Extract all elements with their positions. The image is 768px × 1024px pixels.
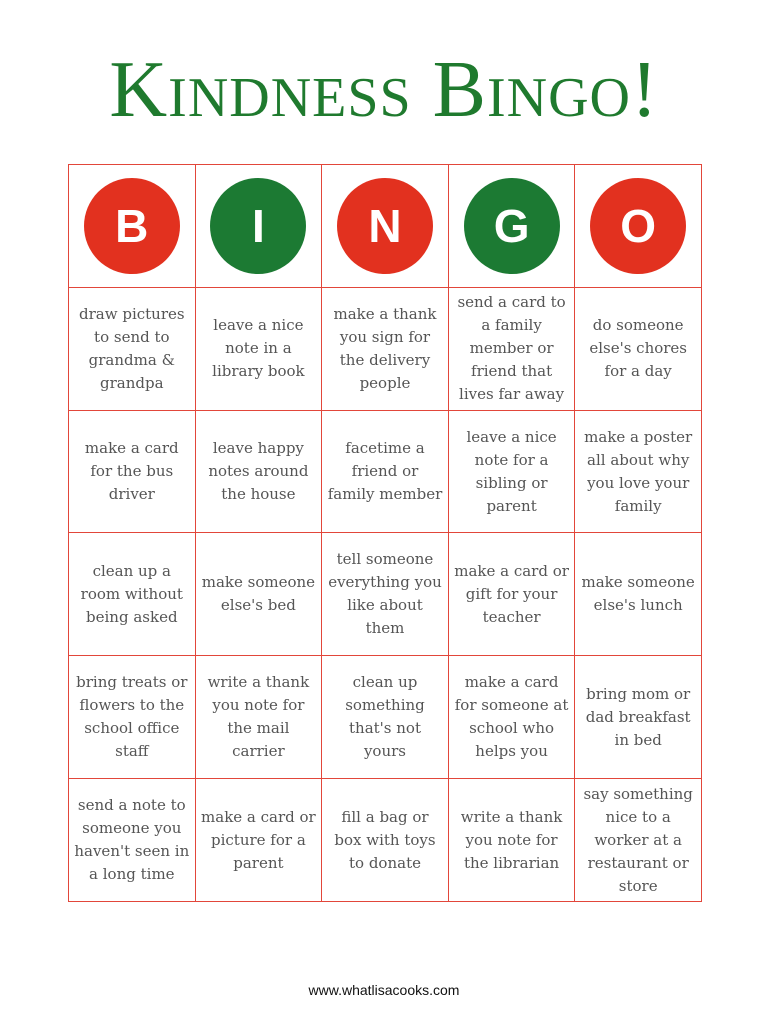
- header-cell-g: [448, 165, 575, 288]
- bingo-cell: make a thank you sign for the delivery people: [322, 287, 449, 410]
- bingo-cell: make a poster all about why you love your family: [575, 410, 702, 533]
- header-cell-n: [322, 165, 449, 288]
- bingo-cell: send a note to someone you haven't seen in a long time: [69, 779, 196, 902]
- bingo-row-5: [69, 779, 702, 902]
- bingo-row-3: [69, 533, 702, 656]
- header-cell-i: [195, 165, 322, 288]
- bingo-cell: clean up something that's not yours: [322, 656, 449, 779]
- bingo-cell: make a card or gift for your teacher: [448, 533, 575, 656]
- bingo-cell: leave a nice note in a library book: [195, 287, 322, 410]
- bingo-cell: send a card to a family member or friend that lives far away: [448, 287, 575, 410]
- bingo-row-1: [69, 287, 702, 410]
- page-title: Kindness Bingo!: [109, 46, 659, 134]
- bingo-cell: make a card or picture for a parent: [195, 779, 322, 902]
- bingo-row-2: [69, 410, 702, 533]
- bingo-board: [68, 164, 702, 902]
- bingo-cell: tell someone everything you like about them: [322, 533, 449, 656]
- ball-o: O: [590, 178, 686, 274]
- bingo-cell: say something nice to a worker at a restaurant or store: [575, 779, 702, 902]
- bingo-cell: bring treats or flowers to the school office staff: [69, 656, 196, 779]
- bingo-cell: make a card for the bus driver: [69, 410, 196, 533]
- ball-n: N: [337, 178, 433, 274]
- footer-url: www.whatlisacooks.com: [308, 982, 460, 998]
- bingo-cell: bring mom or dad breakfast in bed: [575, 656, 702, 779]
- bingo-cell: make someone else's lunch: [575, 533, 702, 656]
- bingo-cell: make someone else's bed: [195, 533, 322, 656]
- bingo-cell: leave happy notes around the house: [195, 410, 322, 533]
- bingo-cell: make a card for someone at school who helps you: [448, 656, 575, 779]
- bingo-header-row: [69, 165, 702, 288]
- header-cell-b: [69, 165, 196, 288]
- bingo-cell: clean up a room without being asked: [69, 533, 196, 656]
- bingo-cell: write a thank you note for the librarian: [448, 779, 575, 902]
- bingo-cell: draw pictures to send to grandma & grandpa: [69, 287, 196, 410]
- header-cell-o: [575, 165, 702, 288]
- bingo-row-4: [69, 656, 702, 779]
- bingo-cell: leave a nice note for a sibling or parent: [448, 410, 575, 533]
- bingo-cell: facetime a friend or family member: [322, 410, 449, 533]
- ball-i: I: [210, 178, 306, 274]
- ball-g: G: [464, 178, 560, 274]
- ball-b: B: [84, 178, 180, 274]
- bingo-cell: fill a bag or box with toys to donate: [322, 779, 449, 902]
- bingo-cell: write a thank you note for the mail carrier: [195, 656, 322, 779]
- bingo-cell: do someone else's chores for a day: [575, 287, 702, 410]
